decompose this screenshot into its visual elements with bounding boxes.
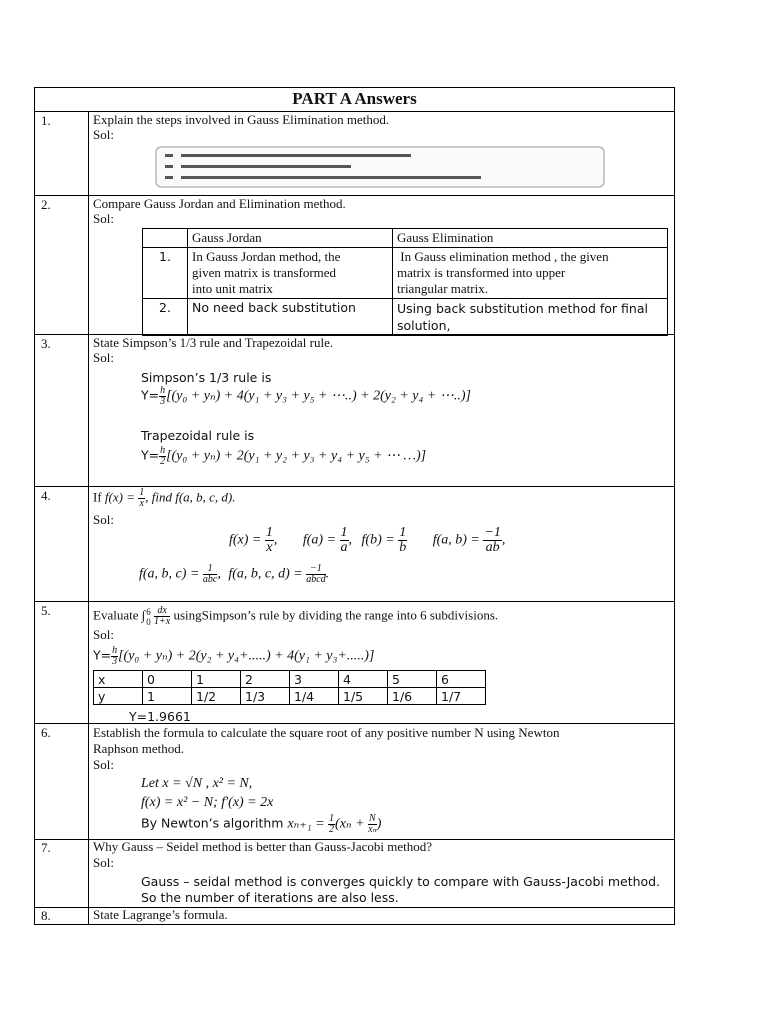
- question-number: 1.: [41, 113, 51, 128]
- question-text: Raphson method.: [93, 741, 184, 756]
- question-text: State Simpson’s 1/3 rule and Trapezoidal rule.: [93, 335, 334, 350]
- table-cell: y: [94, 688, 143, 705]
- newton-formula: [141, 814, 381, 835]
- fraction-denominator: abc: [202, 574, 218, 585]
- fraction-denominator: x: [266, 540, 273, 555]
- math-fragment: f(x) =: [229, 532, 265, 548]
- fraction: [398, 526, 407, 555]
- table-cell: 5: [388, 671, 437, 688]
- sol-label: Sol:: [93, 127, 114, 142]
- simpson-formula: [141, 386, 471, 407]
- table-cell: [393, 299, 668, 336]
- xy-value-table: [93, 670, 486, 705]
- math-fragment: f(a, b) =: [432, 532, 484, 548]
- math-fragment: f(a) =: [302, 532, 340, 548]
- math-fragment: ,: [217, 566, 221, 582]
- sol-label: Sol:: [93, 512, 114, 527]
- fraction-numerator: dx: [154, 606, 170, 617]
- fraction-numerator: 1: [329, 813, 335, 824]
- table-row: [94, 671, 486, 688]
- formula-body: [(y₀ + yₙ) + 4(y₁ + y₃ + y₅ + ⋯..) + 2(y₂ + y₄ + ⋯..)]: [166, 388, 471, 404]
- table-cell: 3: [290, 671, 339, 688]
- fraction-numerator: h: [160, 385, 166, 396]
- table-cell: 6: [437, 671, 486, 688]
- math-fragment: ): [376, 816, 382, 832]
- question-fragment: usingSimpson’s rule by dividing the range into 6 subdivisions.: [173, 607, 499, 623]
- table-cell: 1/6: [388, 688, 437, 705]
- cell-line: triangular matrix.: [397, 281, 488, 296]
- cell-line: In Gauss elimination method , the given: [397, 249, 609, 264]
- formula-body: [(y₀ + yₙ) + 2(y₂ + y₄+.....) + 4(y₁ + y₃+.....)]: [118, 648, 375, 664]
- table-row: [143, 248, 668, 299]
- table-cell: 1/4: [290, 688, 339, 705]
- fraction-numerator: N: [369, 813, 376, 824]
- table-cell: 1: [192, 671, 241, 688]
- cell-line: solution,: [397, 318, 451, 333]
- row-divider: [35, 601, 674, 602]
- question-number: 2.: [41, 197, 51, 212]
- y-equals: Y=: [93, 647, 112, 663]
- sol-label: Sol:: [93, 350, 114, 365]
- math-fragment: (xₙ +: [335, 816, 369, 832]
- question-fragment: If: [93, 489, 105, 505]
- fraction-numerator: −1: [484, 525, 501, 540]
- sol-label: Sol:: [93, 855, 114, 870]
- table-cell: [393, 248, 668, 299]
- table-cell: [143, 229, 188, 248]
- question-number: 8.: [41, 908, 51, 923]
- math-fragment: xₙ₊₁ =: [287, 816, 329, 832]
- fraction-numerator: h: [160, 445, 166, 456]
- question-text: [93, 606, 498, 627]
- table-cell: 1/5: [339, 688, 388, 705]
- math-fragment: ,: [273, 532, 278, 548]
- gauss-elimination-steps: [155, 146, 605, 188]
- question-text: [93, 488, 236, 509]
- newton-label: By Newton’s algorithm: [141, 815, 288, 831]
- fraction-numerator: −1: [306, 564, 325, 575]
- question-text: Explain the steps involved in Gauss Elimination method.: [93, 112, 390, 127]
- table-cell: 1.: [143, 248, 188, 299]
- fraction-denominator: 3: [160, 396, 166, 407]
- result-value: Y=1.9661: [129, 709, 191, 724]
- row-divider: [35, 486, 674, 487]
- solution-line-2: [139, 564, 329, 585]
- question-fragment: , find f(a, b, c, d).: [145, 489, 236, 505]
- integrand-fraction: [154, 606, 170, 627]
- table-cell: 1: [143, 688, 192, 705]
- fraction-denominator: 3: [112, 656, 118, 667]
- question-number: 6.: [41, 725, 51, 740]
- math-fragment: .: [325, 566, 330, 582]
- fraction-denominator: b: [399, 540, 407, 555]
- question-fragment: f(x) =: [104, 489, 139, 505]
- table-cell: 2.: [143, 299, 188, 336]
- cell-line: into unit matrix: [192, 281, 273, 296]
- fraction: [483, 526, 501, 555]
- solution-line-1: [229, 526, 505, 555]
- fraction-denominator: xₙ: [368, 824, 377, 835]
- fraction-denominator: 1+x: [154, 616, 171, 627]
- derivative-line: f(x) = x² − N; f′(x) = 2x: [141, 795, 274, 810]
- fraction-numerator: 1: [139, 487, 145, 498]
- trapezoidal-formula: [141, 446, 426, 467]
- comparison-table: [142, 228, 668, 336]
- sol-label: Sol:: [93, 757, 114, 772]
- fraction-numerator: 1: [203, 564, 217, 575]
- question-text: Compare Gauss Jordan and Elimination method.: [93, 196, 346, 211]
- let-line: Let x = √N , x² = N,: [141, 776, 253, 791]
- y-equals: Y=: [141, 387, 160, 403]
- fraction: [328, 814, 335, 835]
- question-number: 4.: [41, 488, 51, 503]
- table-cell: 0: [143, 671, 192, 688]
- fraction-numerator: 1: [399, 525, 407, 540]
- table-row: [94, 688, 486, 705]
- table-header: Gauss Elimination: [393, 229, 668, 248]
- cell-line: matrix is transformed into upper: [397, 265, 566, 280]
- fraction-numerator: 1: [265, 525, 273, 540]
- fraction-numerator: 1: [340, 525, 348, 540]
- integral-lower-limit: 0: [146, 616, 151, 627]
- table-cell: 1/2: [192, 688, 241, 705]
- simpson-applied-formula: [93, 646, 374, 667]
- fraction: [306, 564, 325, 585]
- table-row: [143, 299, 668, 336]
- question-fragment: Evaluate ∫: [93, 607, 146, 623]
- table-cell: [188, 299, 393, 336]
- fraction: [265, 526, 274, 555]
- fraction-denominator: 2: [160, 456, 166, 467]
- table-cell: [188, 248, 393, 299]
- page-title: PART A Answers: [292, 89, 417, 108]
- math-fragment: ,: [348, 532, 353, 548]
- formula-body: [(y₀ + yₙ) + 2(y₁ + y₂ + y₃ + y₄ + y₅ + ⋯ …)]: [166, 448, 427, 464]
- question-number: 3.: [41, 336, 51, 351]
- sol-label: Sol:: [93, 627, 114, 642]
- fraction: [340, 526, 349, 555]
- sol-label: Sol:: [93, 211, 114, 226]
- table-cell: 4: [339, 671, 388, 688]
- cell-line: Using back substitution method for final: [397, 301, 648, 316]
- fraction: [368, 814, 377, 835]
- question-number: 7.: [41, 840, 51, 855]
- fraction-numerator: h: [112, 645, 118, 656]
- table-cell: 1/7: [437, 688, 486, 705]
- math-fragment: f(a, b, c, d) =: [228, 566, 307, 582]
- math-fragment: f(b) =: [361, 532, 399, 548]
- simpson-label: Simpson’s 1/3 rule is: [141, 370, 272, 385]
- fraction-denominator: 2: [329, 824, 335, 835]
- cell-line: given matrix is transformed: [192, 265, 337, 280]
- cell-line: No need back substitution: [192, 300, 356, 315]
- answer-text: Gauss – seidal method is converges quickly to compare with Gauss-Jacobi method.: [141, 874, 661, 889]
- math-fragment: ,: [501, 532, 506, 548]
- cell-line: In Gauss Jordan method, the: [192, 249, 341, 264]
- fraction-denominator: abcd: [306, 574, 326, 585]
- fraction-denominator: ab: [485, 540, 500, 555]
- question-text: Establish the formula to calculate the square root of any positive number N using Newton: [93, 725, 560, 740]
- integral-upper-limit: 6: [146, 606, 151, 617]
- fraction-denominator: a: [340, 540, 348, 555]
- question-number: 5.: [41, 603, 51, 618]
- trapezoidal-label: Trapezoidal rule is: [141, 428, 255, 443]
- table-cell: x: [94, 671, 143, 688]
- answer-sheet-table: [34, 87, 675, 925]
- fraction-denominator: x: [139, 498, 144, 509]
- column-divider: [88, 111, 89, 924]
- math-fragment: f(a, b, c) =: [139, 566, 203, 582]
- answer-text: So the number of iterations are also less.: [141, 890, 399, 905]
- y-equals: Y=: [141, 447, 160, 463]
- table-header: Gauss Jordan: [188, 229, 393, 248]
- table-cell: 2: [241, 671, 290, 688]
- question-text: Why Gauss – Seidel method is better than Gauss-Jacobi method?: [93, 839, 433, 854]
- question-text: State Lagrange’s formula.: [93, 907, 228, 922]
- table-cell: 1/3: [241, 688, 290, 705]
- fraction: [203, 564, 217, 585]
